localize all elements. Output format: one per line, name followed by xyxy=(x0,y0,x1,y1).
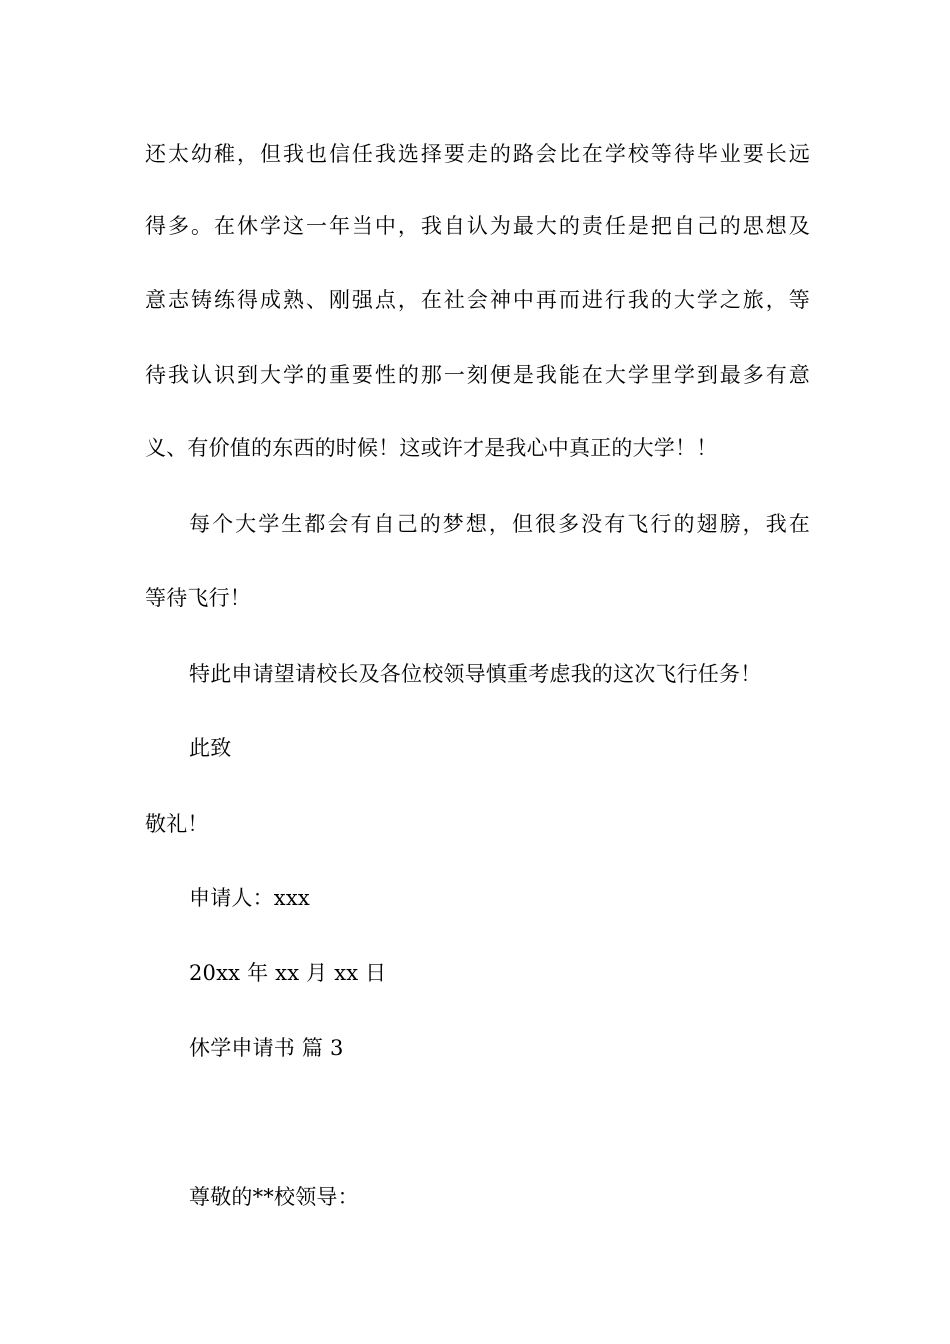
closing-cizhi: 此致 xyxy=(189,736,232,760)
paragraph-line-5: 义、有价值的东西的时候！这或许才是我心中真正的大学！！ xyxy=(145,436,718,460)
applicant-line: 申请人：xxx xyxy=(189,886,310,910)
section-heading: 休学申请书 篇 3 xyxy=(189,1036,344,1060)
salutation-line: 尊敬的**校领导： xyxy=(189,1185,359,1209)
closing-jingli: 敬礼！ xyxy=(145,812,209,836)
request-sentence: 特此申请望请校长及各位校领导慎重考虑我的这次飞行任务！ xyxy=(189,662,762,686)
paragraph-line-3: 意志铸练得成熟、刚强点，在社会神中再而进行我的大学之旅，等 xyxy=(145,288,810,312)
paragraph-line-1: 还太幼稚，但我也信任我选择要走的路会比在学校等待毕业要长远 xyxy=(145,142,810,166)
paragraph2-line-2: 等待飞行！ xyxy=(145,586,251,610)
paragraph-line-4: 待我认识到大学的重要性的那一刻便是我能在大学里学到最多有意 xyxy=(145,363,810,387)
paragraph2-line-1: 每个大学生都会有自己的梦想，但很多没有飞行的翅膀，我在 xyxy=(189,512,810,536)
date-line: 20xx 年 xx 月 xx 日 xyxy=(189,961,387,985)
paragraph-line-2: 得多。在休学这一年当中，我自认为最大的责任是把自己的思想及 xyxy=(145,214,810,238)
